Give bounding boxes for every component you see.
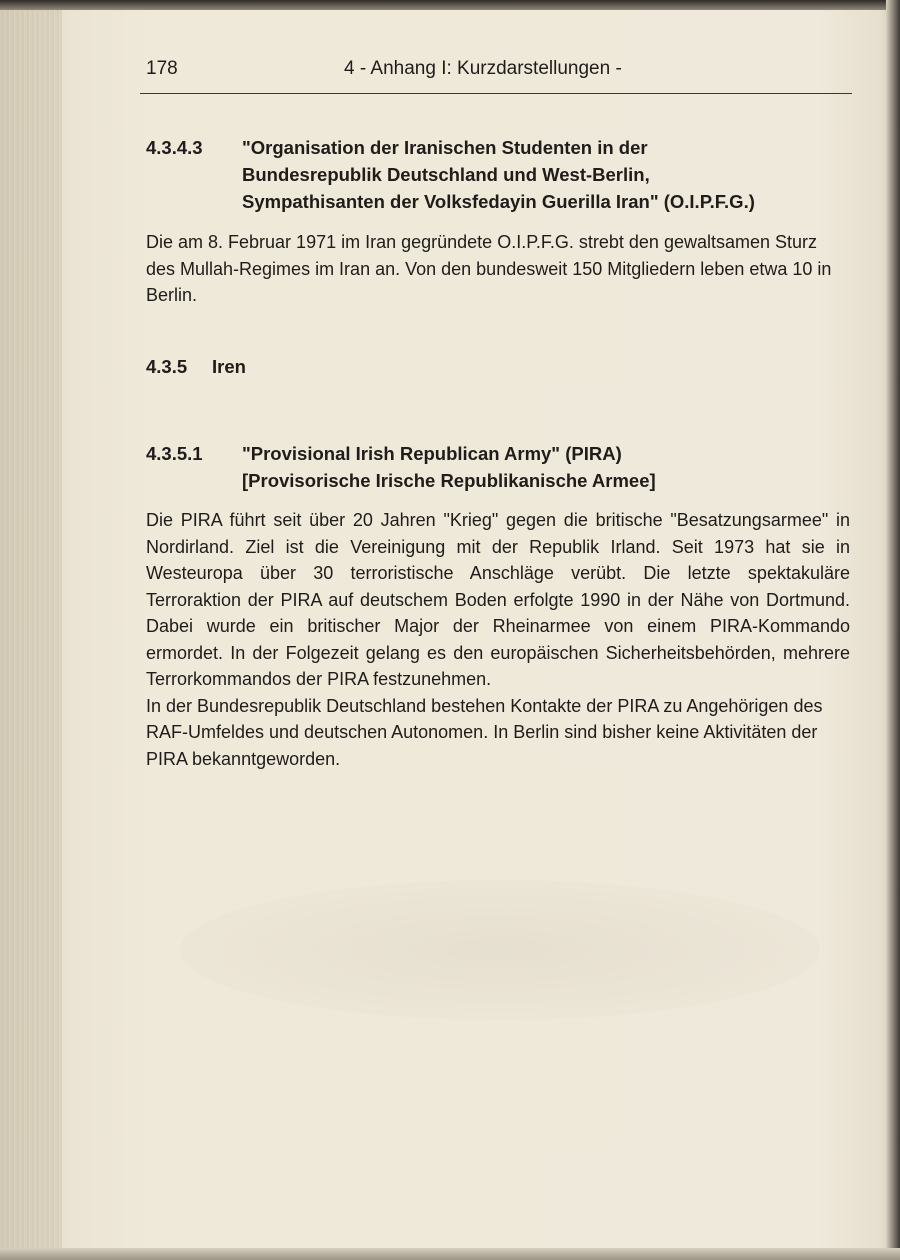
section-title	[212, 353, 246, 380]
paragraph: Die am 8. Februar 1971 im Iran gegründete O.I.P.F.G. strebt den gewaltsamen Sturz des Mullah-Regimes im Iran an. Von den bundesweit 150 Mitgliedern leben etwa 10 in Berlin.	[146, 232, 832, 305]
section-title-line: Sympathisanten der Volksfedayin Guerilla Iran" (O.I.P.F.G.)	[242, 191, 755, 212]
header-rule	[140, 93, 852, 94]
section-title-line: Iren	[212, 356, 246, 377]
scan-bottom-edge	[0, 1248, 900, 1260]
paragraph: In der Bundesrepublik Deutschland bestehen Kontakte der PIRA zu Angehörigen des RAF-Umfeldes und deutschen Autonomen. In Berlin sind bisher keine Aktivitäten der PIRA bekanntgeworden.	[146, 695, 823, 769]
section-heading-4-3-5-1	[146, 440, 856, 496]
running-title: 4 - Anhang I: Kurzdarstellungen -	[344, 58, 622, 79]
section-title	[242, 134, 755, 215]
section-title-line: [Provisorische Irische Republikanische Armee]	[242, 470, 656, 491]
scan-top-edge	[0, 0, 900, 10]
section-body-4-3-5-1	[146, 507, 850, 772]
section-title	[242, 440, 656, 494]
section-number: 4.3.4.3	[146, 137, 203, 158]
section-number: 4.3.5	[146, 356, 188, 377]
section-title-line: "Provisional Irish Republican Army" (PIRA)	[242, 443, 622, 464]
section-body-4-3-4-3	[146, 229, 850, 309]
section-heading-4-3-5	[146, 353, 546, 381]
page-number: 178	[146, 58, 178, 79]
section-number: 4.3.5.1	[146, 443, 203, 464]
running-header	[146, 58, 846, 88]
section-title-line: Bundesrepublik Deutschland und West-Berlin,	[242, 164, 650, 185]
scan-right-edge	[886, 0, 900, 1260]
section-heading-4-3-4-3	[146, 134, 856, 216]
section-title-line: "Organisation der Iranischen Studenten in der	[242, 137, 648, 158]
paragraph: Die PIRA führt seit über 20 Jahren "Krieg" gegen die britische "Besatzungsarmee" in Nordirland. Ziel ist die Vereinigung mit der Republik Irland. Seit 1973 hat sie in Westeuropa über 30 terroristische Anschläge verübt. Die letzte spektakuläre Terroraktion der PIRA auf deutschem Boden erfolgte 1990 in der Nähe von Dortmund. Dabei wurde ein britischer Major der Rheinarmee von einem PIRA-Kommando ermordet. In der Folgezeit gelang es den europäischen Sicherheitsbehörden, mehrere Terrorkommandos der PIRA festzunehmen.	[146, 510, 850, 689]
